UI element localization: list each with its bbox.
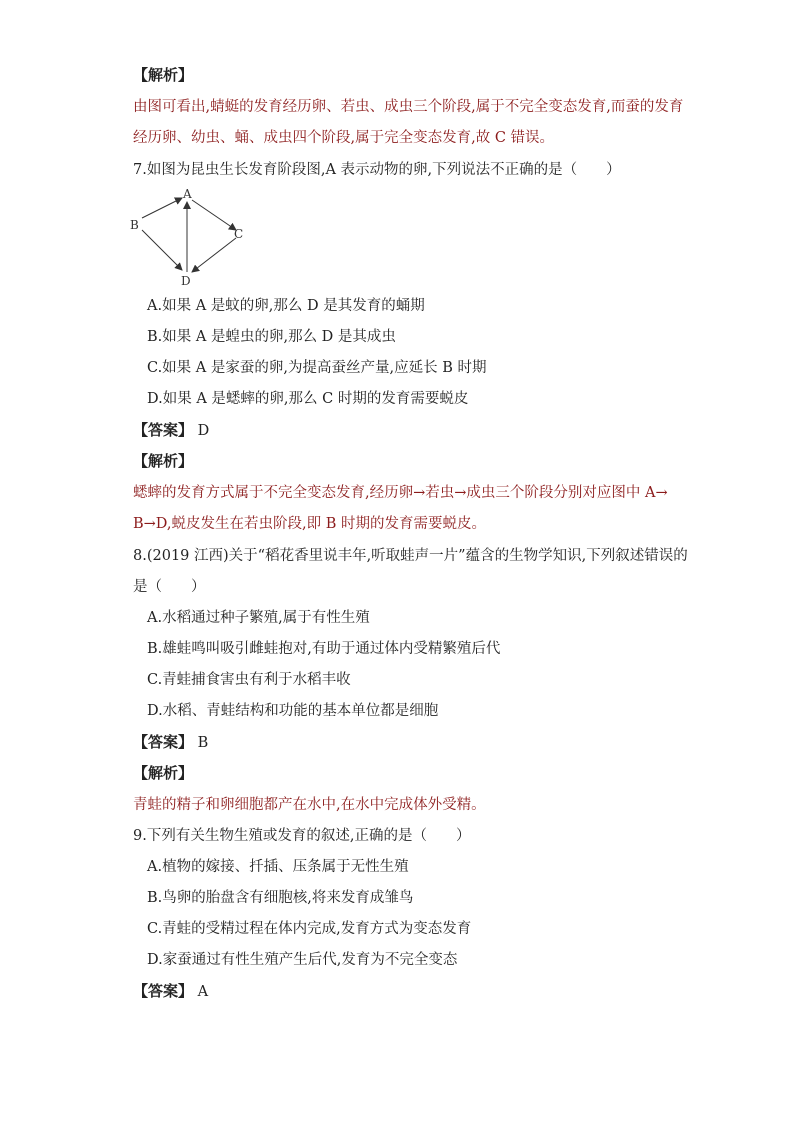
answer-label: 【答案】 — [133, 982, 194, 1000]
analysis-label: 【解析】 — [133, 764, 194, 782]
question-9-answer — [133, 982, 208, 1001]
diagram-node-a: A — [183, 188, 192, 201]
diagram-node-d: D — [181, 274, 191, 288]
analysis-label: 【解析】 — [133, 452, 194, 470]
question-7-option-c: C.如果 A 是家蚕的卵,为提高蚕丝产量,应延长 B 时期 — [147, 360, 487, 376]
diagram-arrow-c-to-d — [192, 238, 236, 272]
question-7-stem: 7.如图为昆虫生长发育阶段图,A 表示动物的卵,下列说法不正确的是（ ） — [133, 162, 621, 178]
analysis-text: 蟋蟀的发育方式属于不完全变态发育,经历卵→若虫→成虫三个阶段分别对应图中 A→ — [133, 485, 668, 501]
question-8-answer — [133, 733, 208, 752]
insect-development-diagram — [128, 188, 258, 288]
diagram-node-b: B — [130, 218, 139, 232]
question-7-answer — [133, 421, 209, 440]
question-7-option-b: B.如果 A 是蝗虫的卵,那么 D 是其成虫 — [147, 329, 396, 345]
diagram-node-c: C — [234, 227, 244, 241]
analysis-label: 【解析】 — [133, 66, 194, 84]
question-7-option-d: D.如果 A 是蟋蟀的卵,那么 C 时期的发育需要蜕皮 — [147, 391, 469, 407]
question-8-stem: 8.(2019 江西)关于“稻花香里说丰年,听取蛙声一片”蕴含的生物学知识,下列叙述错误的 — [133, 548, 688, 564]
analysis-text: 青蛙的精子和卵细胞都产在水中,在水中完成体外受精。 — [133, 797, 486, 813]
answer-value: B — [197, 735, 209, 751]
question-8-option-a: A.水稻通过种子繁殖,属于有性生殖 — [147, 610, 370, 626]
diagram-arrow-b-to-a — [142, 198, 182, 218]
answer-value: A — [197, 984, 209, 1000]
analysis-text: B→D,蜕皮发生在若虫阶段,即 B 时期的发育需要蜕皮。 — [133, 516, 487, 532]
answer-label: 【答案】 — [133, 421, 194, 439]
answer-label: 【答案】 — [133, 733, 194, 751]
question-9-option-d: D.家蚕通过有性生殖产生后代,发育为不完全变态 — [147, 952, 458, 968]
diagram-arrow-a-to-c — [192, 200, 236, 230]
answer-value: D — [197, 423, 210, 439]
question-8-stem: 是（ ） — [133, 579, 206, 595]
question-9-option-b: B.鸟卵的胎盘含有细胞核,将来发育成雏鸟 — [147, 890, 414, 906]
analysis-text: 由图可看出,蜻蜓的发育经历卵、若虫、成虫三个阶段,属于不完全变态发育,而蚕的发育 — [133, 99, 684, 115]
question-7-option-a: A.如果 A 是蚊的卵,那么 D 是其发育的蛹期 — [147, 298, 425, 314]
question-8-option-c: C.青蛙捕食害虫有利于水稻丰收 — [147, 672, 351, 688]
question-8-option-b: B.雄蛙鸣叫吸引雌蛙抱对,有助于通过体内受精繁殖后代 — [147, 641, 501, 657]
question-9-stem: 9.下列有关生物生殖或发育的叙述,正确的是（ ） — [133, 828, 471, 844]
diagram-arrow-b-to-d — [142, 230, 182, 270]
question-8-option-d: D.水稻、青蛙结构和功能的基本单位都是细胞 — [147, 703, 439, 719]
analysis-text: 经历卵、幼虫、蛹、成虫四个阶段,属于完全变态发育,故 C 错误。 — [133, 130, 555, 146]
question-9-option-a: A.植物的嫁接、扦插、压条属于无性生殖 — [147, 859, 409, 875]
question-9-option-c: C.青蛙的受精过程在体内完成,发育方式为变态发育 — [147, 921, 472, 937]
